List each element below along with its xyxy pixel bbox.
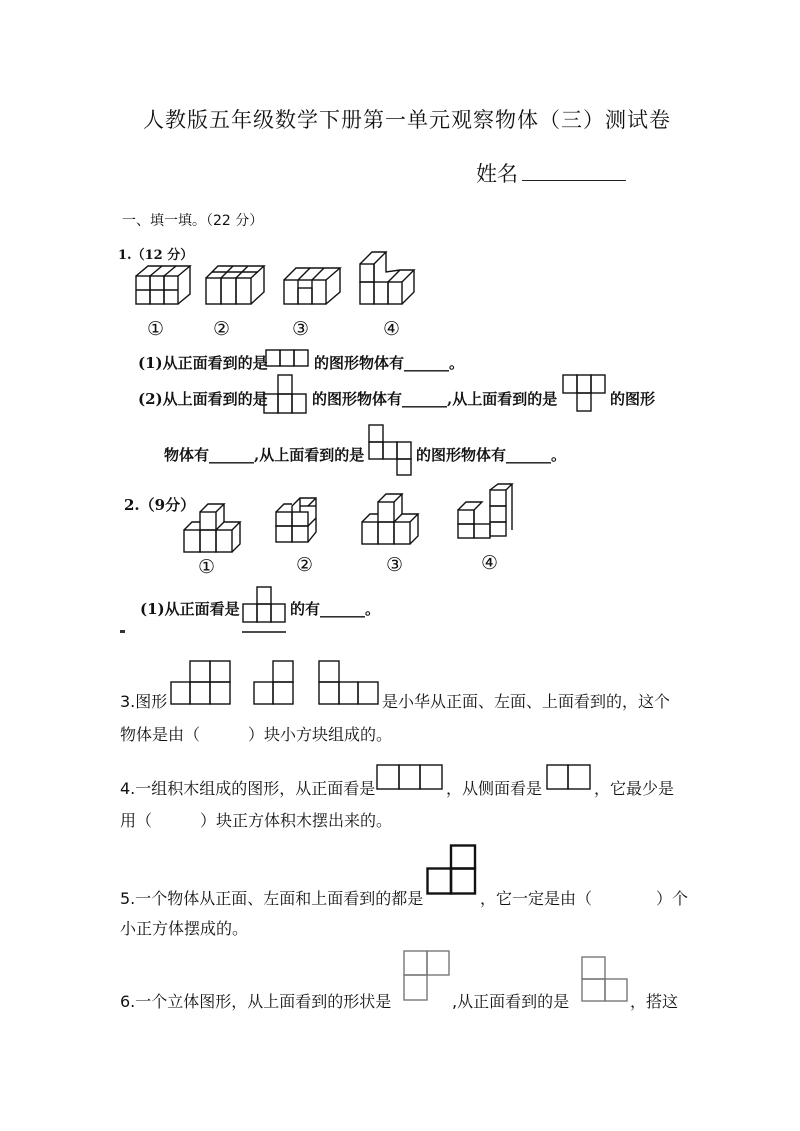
view-inverted-t-shape — [562, 374, 608, 412]
view-t-shape — [263, 374, 309, 414]
q2-figure-number: ③ — [386, 554, 404, 576]
q2-cube-figure-1 — [182, 502, 244, 554]
q1-part3-prefix: 物体有______,从上面看到的是 — [164, 446, 365, 464]
q2-cube-figure-2 — [274, 496, 330, 546]
view-three-squares-row — [265, 349, 311, 367]
q1-label: 1.（12 分） — [118, 248, 194, 263]
q2-part1-suffix: 的有______。 — [290, 600, 381, 618]
q3-left-view — [253, 660, 295, 706]
q1-cube-figure-4 — [358, 248, 418, 306]
q2-figure-number: ④ — [481, 552, 499, 574]
q1-figure-number: ④ — [383, 318, 401, 340]
q6-prefix: 6.一个立体图形，从上面看到的形状是 — [120, 992, 392, 1011]
q1-part2-end: 的图形 — [610, 390, 656, 408]
q3-front-view — [170, 660, 232, 706]
q2-cube-figure-4 — [456, 484, 520, 540]
q1-part1-suffix: 的图形物体有______。 — [314, 354, 465, 372]
q1-figure-number: ① — [147, 318, 165, 340]
q4-mid: ，从侧面看是 — [446, 779, 543, 798]
q6-front-view — [581, 956, 629, 1002]
q1-figure-number: ③ — [292, 318, 310, 340]
q5-view — [426, 844, 478, 896]
scan-mark — [120, 630, 125, 633]
name-blank[interactable] — [522, 180, 626, 181]
q2-label: 2.（9分） — [124, 496, 196, 514]
q1-cube-figure-1 — [134, 260, 194, 306]
q6-top-view — [403, 950, 451, 1002]
q3-top-view — [318, 660, 380, 706]
q4-front-view — [376, 764, 444, 790]
q2-cube-figure-3 — [360, 488, 426, 546]
q1-figure-number: ② — [213, 318, 231, 340]
q1-part2-mid: 的图形物体有______,从上面看到的是 — [312, 390, 558, 408]
view-l-shape-front — [242, 586, 288, 634]
section-heading: 一、填一填。（22 分） — [122, 213, 264, 229]
q4-side-view — [546, 764, 592, 790]
q4-prefix: 4.一组积木组成的图形，从正面看是 — [120, 779, 376, 798]
q4-line2: 用（ ）块正方体积木摆出来的。 — [120, 811, 393, 830]
q1-cube-figure-2 — [204, 260, 270, 306]
q1-cube-figure-3 — [282, 258, 348, 306]
q5-prefix: 5.一个物体从正面、左面和上面看到的都是 — [120, 889, 424, 908]
q1-part1-prefix: (1)从正面看到的是 — [138, 354, 268, 372]
q3-prefix: 3.图形 — [120, 692, 168, 711]
q3-line2: 物体是由（ ）块小方块组成的。 — [120, 725, 393, 744]
q1-part2-prefix: (2)从上面看到的是 — [138, 390, 268, 408]
q2-figure-number: ② — [296, 554, 314, 576]
q3-suffix: 是小华从正面、左面、上面看到的，这个 — [382, 692, 671, 711]
q2-part1-prefix: (1)从正面看是 — [140, 600, 240, 618]
q1-part3-suffix: 的图形物体有______。 — [416, 446, 567, 464]
q5-suffix: ，它一定是由（ ）个 — [480, 889, 689, 908]
q2-figure-number: ① — [198, 556, 216, 578]
q4-suffix: ，它最少是 — [594, 779, 675, 798]
q5-line2: 小正方体摆成的。 — [120, 919, 249, 938]
name-label: 姓名 — [476, 162, 518, 186]
view-cross-shape — [368, 424, 414, 476]
q6-suffix: ，搭这 — [630, 992, 679, 1011]
page-title: 人教版五年级数学下册第一单元观察物体（三）测试卷 — [143, 108, 671, 132]
q6-mid: ,从正面看到的是 — [452, 992, 570, 1011]
